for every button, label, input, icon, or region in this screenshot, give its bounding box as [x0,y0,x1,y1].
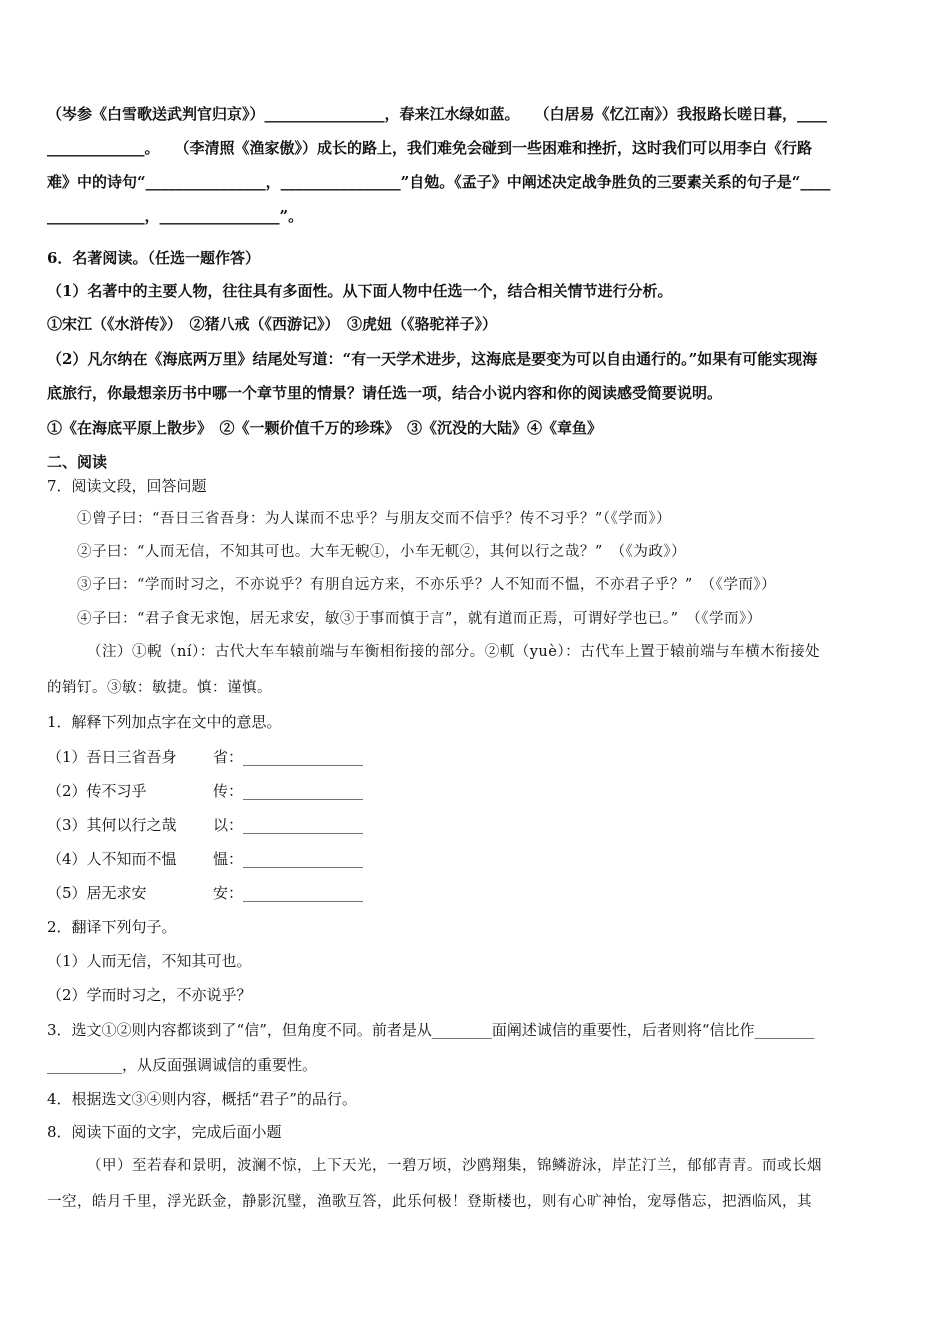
q7-title: 7．阅读文段，回答问题 [47,477,207,495]
q7-sub1-blank: 省：________________ [213,748,364,766]
q6-part2-options: ①《在海底平原上散步》 ②《一颗价值千万的珍珠》 ③《沉没的大陆》④《章鱼》 [47,419,603,437]
q7-sub1-item [47,747,177,767]
q7-sub1-blank: 传：________________ [213,782,364,800]
q6-part2-line1: （2）凡尔纳在《海底两万里》结尾处写道：“有一天学术进步，这海底是要变为可以自由通行的。”如果有可能实现海 [47,350,818,368]
q8-text-line-1: （甲）至若春和景明，波澜不惊，上下天光，一碧万顷，沙鸥翔集，锦鳞游泳，岸芷汀兰，郁郁青青。而或长烟 [87,1158,822,1174]
q6-part1-options: ①宋江（《水浒传》） ②猪八戒（《西游记》） ③虎妞（《骆驼祥子》） [47,315,498,333]
q7-text-3: ③子曰：“学而时习之，不亦说乎？有朋自远方来，不亦乐乎？人不知而不愠，不亦君子乎？” （《学而》） [77,577,777,593]
q7-text-4: ④子曰：“君子食无求饱，居无求安，敏③于事而慎于言”，就有道而正焉，可谓好学也已。” （《学而》） [77,611,762,627]
q7-sub4: 4．根据选文③④则内容，概括“君子”的品行。 [47,1090,357,1108]
q6-part1: （1）名著中的主要人物，往往具有多面性。从下面人物中任选一个，结合相关情节进行分析。 [47,282,673,300]
poem-fill-line-4: _____________，________________”。 [47,207,304,225]
q7-sub1-title: 1．解释下列加点字在文中的意思。 [47,713,282,731]
q7-sub1-phrase: （1）吾日三省吾身 [47,748,177,766]
q7-sub1-phrase: （3）其何以行之哉 [47,816,177,834]
q7-sub1-item [47,781,147,801]
q6-title: 6．名著阅读。（任选一题作答） [47,249,260,267]
section-2-title: 二、阅读 [47,453,108,471]
q7-sub1-item [47,815,177,835]
q7-text-2: ②子曰：“人而无信，不知其可也。大车无輗①，小车无軏②，其何以行之哉？” （《为政》） [77,544,687,560]
q7-sub3-line-2: __________，从反面强调诚信的重要性。 [47,1056,318,1074]
poem-fill-line-2: _____________。 （李清照《渔家傲》）成长的路上，我们难免会碰到一些困难和挫折，这时我们可以用李白《行路 [47,139,813,157]
q7-note-line-1: （注）①輗（ní）：古代大车车辕前端与车衡相衔接的部分。②軏（yuè）：古代车上置于辕前端与车横木衔接处 [87,644,821,660]
q7-sub1-item [47,849,177,869]
q7-text-1: ①曾子曰：“吾日三省吾身：为人谋而不忠乎？与朋友交而不信乎？传不习乎？”（《学而》） [77,511,672,527]
poem-fill-line-3: 难》中的诗句“________________，________________”自勉。《孟子》中阐述决定战争胜负的三要素关系的句子是“____ [47,173,831,191]
q8-title: 8．阅读下面的文字，完成后面小题 [47,1123,282,1141]
q7-sub2-title: 2．翻译下列句子。 [47,918,177,936]
q7-sub2-item-1: （1）人而无信，不知其可也。 [47,952,252,970]
q7-sub1-blank: 愠：________________ [213,850,364,868]
q7-sub1-blank: 以：________________ [213,816,364,834]
q7-sub2-item-2: （2）学而时习之，不亦说乎？ [47,986,252,1004]
q7-sub1-item [47,883,147,903]
q8-text-line-2: 一空，皓月千里，浮光跃金，静影沉璧，渔歌互答，此乐何极！登斯楼也，则有心旷神怡，宠辱偕忘，把酒临风，其 [47,1194,812,1210]
q7-sub1-phrase: （5）居无求安 [47,884,147,902]
q7-sub1-phrase: （4）人不知而不愠 [47,850,177,868]
q7-note-line-2: 的销钉。③敏：敏捷。慎：谨慎。 [47,680,272,696]
q7-sub1-blank: 安：________________ [213,884,364,902]
poem-fill-line-1: （岑参《白雪歌送武判官归京》）________________，春来江水绿如蓝。 （白居易《忆江南》）我报路长嗟日暮，____ [47,105,828,123]
q6-part2-line2: 底旅行，你最想亲历书中哪一个章节里的情景？请任选一项，结合小说内容和你的阅读感受简要说明。 [47,384,723,402]
q7-sub1-phrase: （2）传不习乎 [47,782,147,800]
q7-sub3-line-1: 3．选文①②则内容都谈到了“信”，但角度不同。前者是从________面阐述诚信的重要性，后者则将“信比作________ [47,1021,815,1039]
